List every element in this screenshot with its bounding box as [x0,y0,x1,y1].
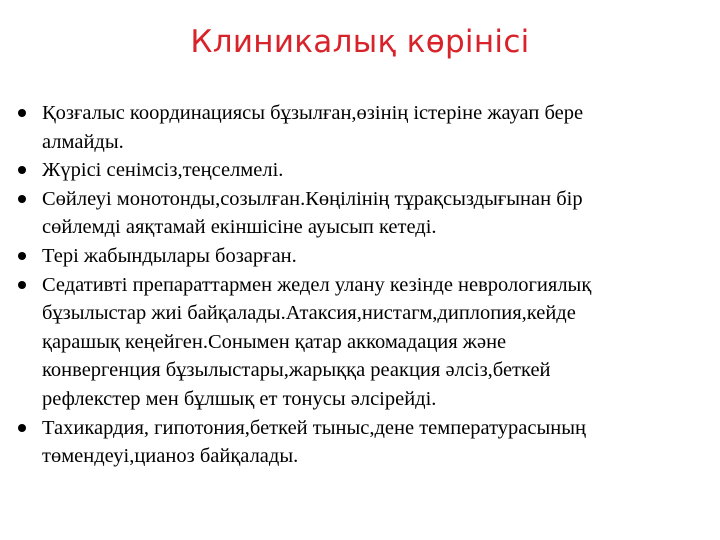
bullet-item [18,99,698,156]
bullet-icon [18,424,26,432]
bullet-text-line: Тері жабындылары бозарған. [42,244,297,267]
bullet-text-line: Сөйлеуі монотонды,созылған.Көңілінің тұрақсыздығынан бір [42,187,583,210]
bullet-text-line: бұзылыстар жиі байқалады.Атаксия,нистагм,диплопия,кейде [42,302,576,325]
bullet-icon [18,252,26,260]
bullet-text-line: Седативті препараттармен жедел улану кезінде неврологиялық [42,273,592,296]
bullet-text-line: Қозғалыс координациясы бұзылған,өзінің істеріне жауап бере [42,102,584,124]
bullet-text-line: алмайды. [42,130,124,153]
bullet-text-line: сөйлемді аяқтамай екіншісіне ауысып кетеді. [42,216,437,239]
bullet-text-line: Тахикардия, гипотония,беткей тыныс,дене температурасының [42,416,586,439]
bullet-icon [18,166,26,174]
bullet-text-line: қарашық кеңейген.Сонымен қатар аккомадация және [42,330,507,353]
bullet-item [18,156,698,185]
bullet-text-line: төмендеуі,цианоз байқалады. [42,445,299,468]
bullet-text-line: конвергенция бұзылыстары,жарыққа реакция әлсіз,беткей [42,359,551,382]
bullet-icon [18,109,26,117]
bullet-item [18,271,698,414]
bullet-list [18,99,698,471]
bullet-item [18,242,698,271]
bullet-text-line: рефлекстер мен бұлшық ет тонусы әлсірейді. [42,387,437,410]
bullet-item [18,185,698,242]
bullet-icon [18,281,26,289]
slide-title: Клиникалық көрінісі [190,24,530,60]
bullet-text-line: Жүрісі сенімсіз,теңселмелі. [42,159,284,182]
bullet-icon [18,195,26,203]
bullet-item [18,414,698,471]
